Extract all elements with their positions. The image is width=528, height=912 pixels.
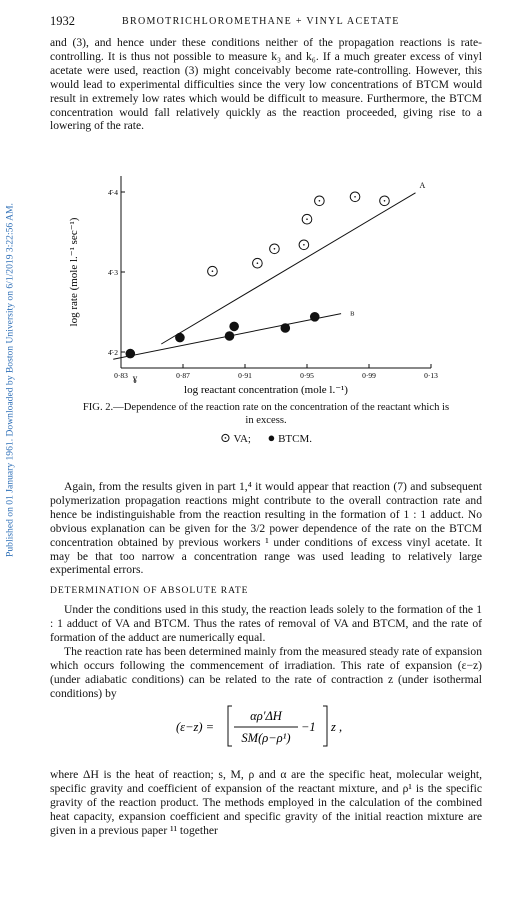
btcm-point: [126, 349, 136, 359]
va-point-dot: [303, 244, 305, 246]
va-point-dot: [257, 262, 259, 264]
fit-line-a: [161, 193, 415, 344]
equation-lhs: (ε−z) =: [176, 720, 215, 734]
x-tick-label: 0·83: [114, 371, 128, 380]
line-label-b: B: [350, 310, 355, 318]
watermark-text: Published on 01 January 1961. Downloaded by Boston University on 6/1/2019 3:22:56 AM.: [4, 203, 16, 557]
page-number: 1932: [50, 14, 75, 28]
x-tick-labels: [114, 364, 438, 380]
va-legend-label: VA;: [233, 433, 251, 445]
expansion-equation: [176, 700, 356, 752]
x-axis-label: log reactant concentration (mole l.⁻¹): [184, 384, 348, 396]
btcm-point: [225, 331, 235, 341]
x-tick-label: 0·91: [238, 371, 252, 380]
va-point-dot: [319, 200, 321, 202]
va-points: [208, 192, 390, 276]
btcm-legend-label: BTCM.: [278, 433, 313, 445]
running-title: BROMOTRICHLOROMETHANE + VINYL ACETATE: [122, 16, 400, 27]
y-tick-labels: [108, 188, 125, 357]
figure-2-chart: [50, 172, 482, 402]
stray-mark: ¥: [132, 375, 138, 385]
btcm-symbol-icon: ●: [267, 430, 276, 445]
caption-line-2: in excess.: [245, 414, 287, 426]
x-tick-label: 0·95: [300, 371, 314, 380]
equation-minus-one: −1: [301, 720, 316, 734]
figure-caption: [50, 402, 482, 428]
caption-line-1: FIG. 2.—Dependence of the reaction rate on the concentration of the reactant which is: [82, 402, 450, 413]
btcm-point: [175, 333, 185, 343]
equation-denominator: SM(ρ−ρ¹): [241, 731, 291, 745]
x-tick-label: 0·87: [176, 371, 190, 380]
equation-rhs: z ,: [331, 720, 343, 734]
equation-numerator: αρ′ΔH: [250, 709, 282, 723]
va-point-dot: [212, 270, 214, 272]
va-point-dot: [306, 218, 308, 220]
left-bracket: [228, 706, 232, 746]
x-tick-label: 0·99: [362, 371, 376, 380]
paragraph-5: where ΔH is the heat of reaction; s, M, ρ and α are the specific heat, molecular weight, specific gravity and coefficient of expansion of the reactant mixture, and ρ¹ is the specific gravity of the reaction product. The methods employed in the calculation of the combined heat capacity, expansion coefficient and specific gravity of the initial reaction mixture are given in a previous paper ¹¹ together: [50, 768, 482, 837]
y-tick-label: 4̄·4: [108, 188, 118, 197]
y-tick-label: 4̄·2: [108, 348, 118, 357]
paragraph-4: The reaction rate has been determined mainly from the measured steady rate of expansion which occurs following the commencement of irradiation. This rate of expansion (ε−z) (under adiabatic conditions) can be related to the rate of contraction z (under isothermal conditions) by: [50, 645, 482, 700]
va-point-dot: [354, 196, 356, 198]
paragraph-1: and (3), and hence under these conditions neither of the propagation reactions is rate-controlling. It is thus not possible to measure k₃ and k₆. If a much greater excess of vinyl acetate were used, reaction (3) might conceivably become rate-controlling. However, this would lead to experimental difficulties since the very low concentrations of BTCM would result in extremely low rates which would be difficult to measure. Furthermore, the BTCM concentration would fall relatively quickly as the reaction proceeded, giving rise to a lowering of the rate.: [50, 36, 482, 133]
btcm-point: [310, 312, 320, 322]
paragraph-3: Under the conditions used in this study, the reaction leads solely to the formation of the 1 : 1 adduct of VA and BTCM. Thus the rates of removal of VA and BTCM, and the rate of formation of the adduct are numerically equal.: [50, 603, 482, 644]
btcm-points: [126, 312, 320, 358]
figure-legend: [50, 430, 482, 446]
va-point-dot: [384, 200, 386, 202]
btcm-point: [281, 323, 291, 333]
section-heading: DETERMINATION OF ABSOLUTE RATE: [50, 585, 249, 596]
btcm-point: [229, 322, 239, 332]
x-tick-label: 0·13: [424, 371, 438, 380]
va-symbol-icon: ⊙: [219, 430, 231, 445]
line-label-a: A: [419, 180, 426, 190]
fit-lines: [113, 193, 415, 359]
right-bracket: [323, 706, 327, 746]
y-tick-label: 4̄·3: [108, 268, 118, 277]
va-point-dot: [274, 248, 276, 250]
y-axis-label: log rate (mole l.⁻¹ sec⁻¹): [68, 217, 80, 327]
download-watermark: [2, 150, 18, 610]
paragraph-2: Again, from the results given in part 1,⁴ it would appear that reaction (7) and subsequent polymerization propagation reactions might contribute to the overall contraction rate and hence be indistinguishable from the reaction resulting in the formation of 1 : 1 adduct. No obvious explanation can be given for the 3/2 power dependence of the rate on the BTCM concentration obtained by previous workers ¹ under conditions of excess vinyl acetate. It may be that too narrow a concentration range was used leading to relatively large experimental errors.: [50, 480, 482, 577]
